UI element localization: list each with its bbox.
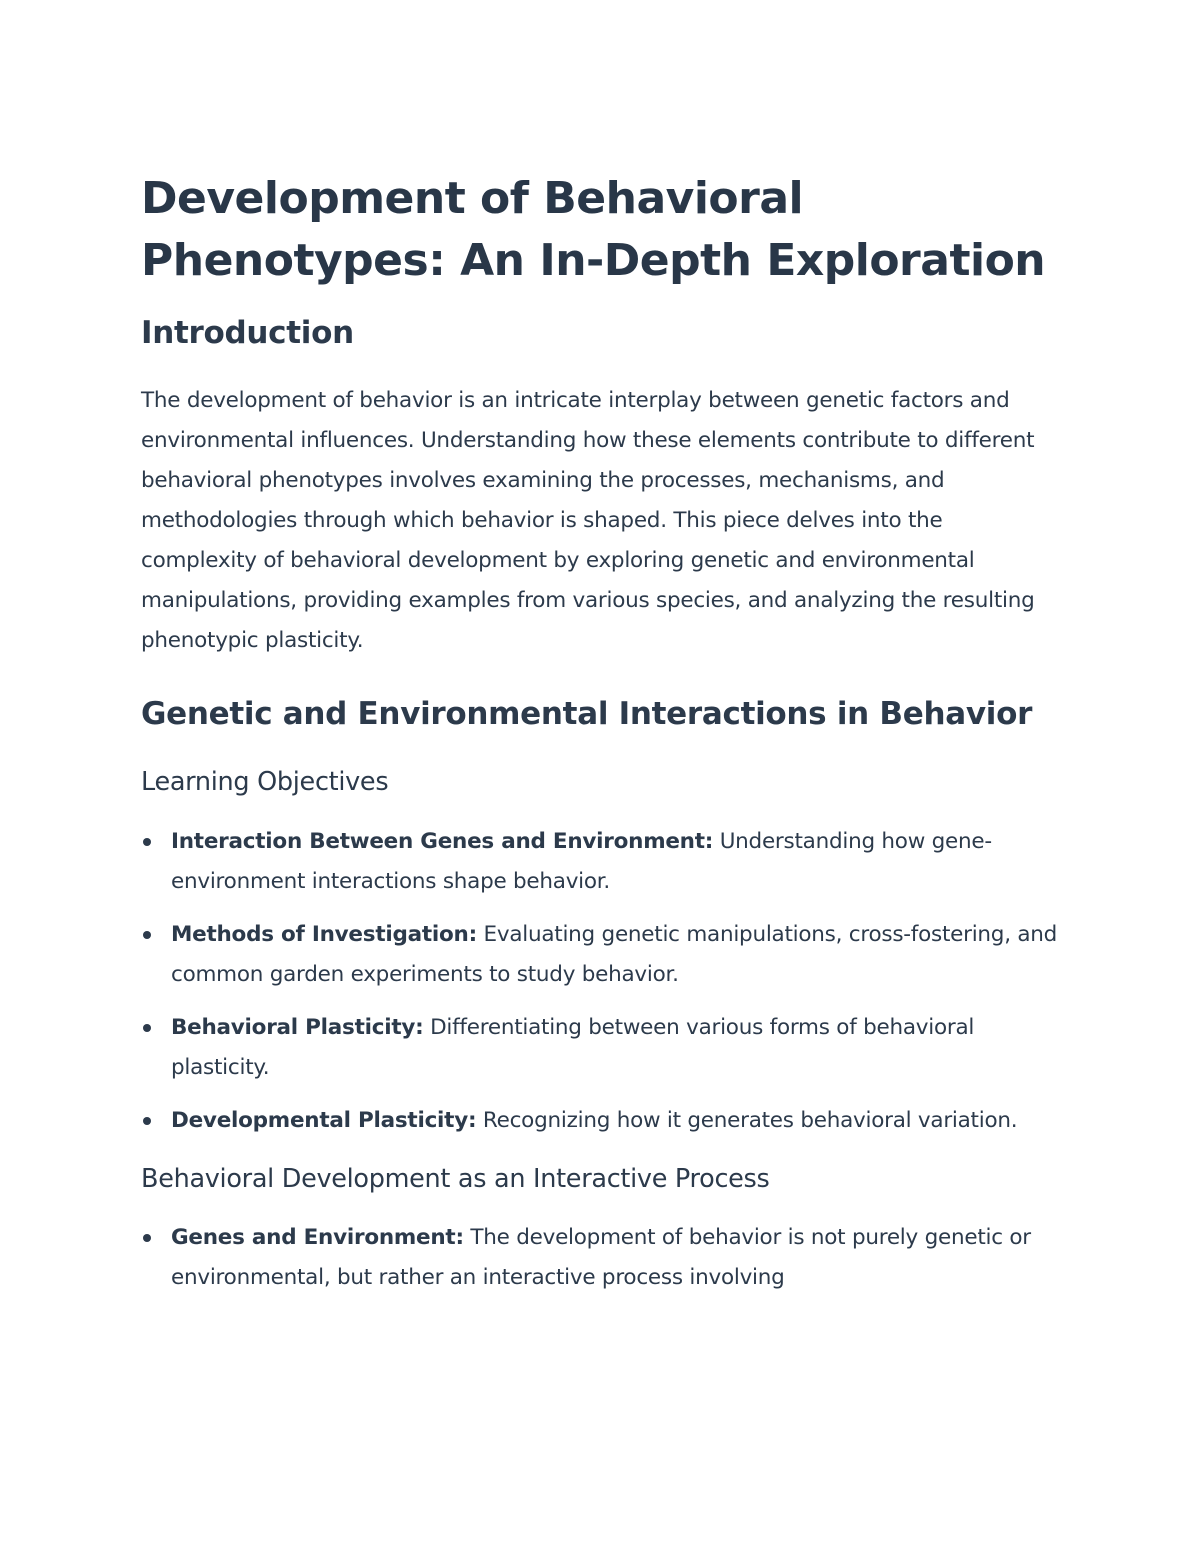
list-item-text: Recognizing how it generates behavioral variation. (476, 1108, 1018, 1133)
list-item-term: Methods of Investigation: (171, 922, 477, 947)
list-item (141, 1008, 1061, 1088)
interactive-process-heading: Behavioral Development as an Interactive Process (141, 1164, 770, 1194)
learning-objectives-heading: Learning Objectives (141, 767, 389, 797)
section-heading: Genetic and Environmental Interactions in Behavior (141, 696, 1033, 732)
list-item-term: Developmental Plasticity: (171, 1108, 477, 1133)
document-title: Development of Behavioral Phenotypes: An In-Depth Exploration (141, 173, 1046, 286)
list-item-text: The development of behavior is not purely genetic or environmental, but rather an interactive process involving (171, 1225, 1031, 1290)
bullet-icon (143, 931, 151, 939)
list-item-term: Interaction Between Genes and Environment: (171, 829, 714, 854)
list-item (141, 1218, 1061, 1298)
bullet-icon (143, 1024, 151, 1032)
list-item-term: Behavioral Plasticity: (171, 1015, 424, 1040)
list-item-term: Genes and Environment: (171, 1225, 464, 1250)
introduction-heading: Introduction (141, 315, 354, 351)
bullet-icon (143, 838, 151, 846)
bullet-icon (143, 1234, 151, 1242)
bullet-icon (143, 1117, 151, 1125)
list-item-text: Evaluating genetic manipulations, cross-fostering, and common garden experiments to study behavior. (171, 922, 1058, 987)
list-item-text: Understanding how gene-environment interactions shape behavior. (171, 829, 992, 894)
interactive-process-list (141, 1218, 1061, 1298)
introduction-paragraph: The development of behavior is an intricate interplay between genetic factors and environmental influences. Understanding how these elements contribute to different behavioral phenotypes involves examining the processes, mechanisms, and methodologies through which behavior is shaped. This piece delves into the complexity of behavioral development by exploring genetic and environmental manipulations, providing examples from various species, and analyzing the resulting phenotypic plasticity. (141, 388, 1035, 653)
list-item (141, 915, 1061, 995)
list-item (141, 1101, 1061, 1141)
learning-objectives-list (141, 822, 1061, 1141)
list-item (141, 822, 1061, 902)
list-item-text: Differentiating between various forms of behavioral plasticity. (171, 1015, 975, 1080)
document-page (141, 168, 1061, 1311)
